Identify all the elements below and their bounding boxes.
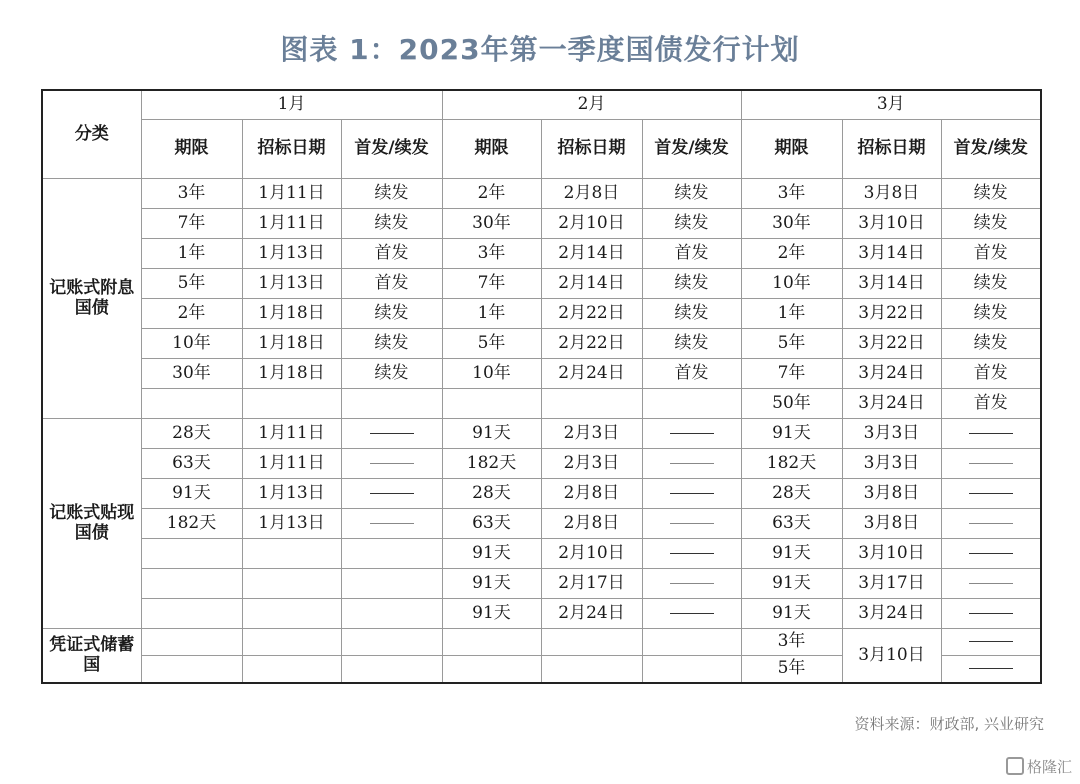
type-cell	[642, 539, 741, 569]
term-cell: 2年	[141, 299, 242, 329]
term-cell: 10年	[442, 359, 541, 389]
term-cell: 1年	[141, 239, 242, 269]
type-cell	[941, 539, 1041, 569]
dash-mark	[969, 641, 1013, 642]
type-cell	[941, 656, 1041, 684]
term-cell: 91天	[442, 419, 541, 449]
month-header: 2月	[442, 90, 741, 120]
type-cell	[941, 569, 1041, 599]
term-cell: 91天	[741, 599, 842, 629]
date-cell: 3月10日	[842, 629, 941, 684]
empty-cell	[642, 629, 741, 656]
term-cell	[141, 389, 242, 419]
dash-mark	[670, 433, 714, 434]
type-cell: 续发	[341, 179, 442, 209]
type-cell	[941, 419, 1041, 449]
empty-cell	[541, 629, 642, 656]
date-cell: 1月11日	[242, 449, 341, 479]
logo-text: 格隆汇	[1026, 758, 1072, 776]
type-cell	[341, 479, 442, 509]
date-cell: 2月14日	[541, 269, 642, 299]
term-cell: 63天	[741, 509, 842, 539]
term-cell: 91天	[741, 539, 842, 569]
term-cell: 182天	[141, 509, 242, 539]
type-cell	[341, 569, 442, 599]
term-cell: 91天	[442, 599, 541, 629]
table-row	[42, 299, 1041, 329]
date-cell: 2月24日	[541, 599, 642, 629]
table-row	[42, 569, 1041, 599]
empty-cell	[242, 656, 341, 684]
date-cell	[242, 569, 341, 599]
date-cell: 3月14日	[842, 269, 941, 299]
type-header: 首发/续发	[642, 120, 741, 179]
term-cell	[442, 389, 541, 419]
type-cell: 首发	[642, 359, 741, 389]
date-cell: 1月13日	[242, 509, 341, 539]
date-cell: 1月18日	[242, 359, 341, 389]
type-cell	[642, 449, 741, 479]
type-cell	[341, 509, 442, 539]
type-cell	[341, 419, 442, 449]
dash-mark	[969, 553, 1013, 554]
date-cell: 3月22日	[842, 329, 941, 359]
table-row	[42, 539, 1041, 569]
type-cell	[341, 449, 442, 479]
dash-mark	[670, 583, 714, 584]
type-cell	[941, 599, 1041, 629]
dash-mark	[370, 523, 414, 524]
term-cell: 91天	[741, 419, 842, 449]
date-cell: 2月3日	[541, 449, 642, 479]
table-row	[42, 629, 1041, 656]
term-cell: 3年	[442, 239, 541, 269]
type-cell: 首发	[341, 269, 442, 299]
category-label: 凭证式储蓄国	[42, 629, 141, 684]
date-cell	[541, 389, 642, 419]
type-cell	[642, 419, 741, 449]
type-cell	[341, 599, 442, 629]
category-header: 分类	[42, 90, 141, 179]
term-cell: 91天	[442, 539, 541, 569]
type-cell: 续发	[941, 329, 1041, 359]
term-cell	[141, 539, 242, 569]
term-cell: 50年	[741, 389, 842, 419]
dash-mark	[670, 463, 714, 464]
date-cell: 1月18日	[242, 299, 341, 329]
dash-mark	[670, 553, 714, 554]
date-cell: 3月22日	[842, 299, 941, 329]
type-cell	[341, 539, 442, 569]
type-cell	[941, 479, 1041, 509]
term-cell: 10年	[741, 269, 842, 299]
term-cell: 182天	[442, 449, 541, 479]
term-cell: 30年	[442, 209, 541, 239]
date-cell: 1月11日	[242, 419, 341, 449]
type-cell: 续发	[642, 269, 741, 299]
term-cell	[141, 569, 242, 599]
source-note: 资料来源：财政部, 兴业研究	[854, 715, 1044, 733]
date-cell: 3月17日	[842, 569, 941, 599]
header-row-columns	[42, 120, 1041, 179]
table-row	[42, 269, 1041, 299]
term-header: 期限	[442, 120, 541, 179]
date-cell	[242, 539, 341, 569]
type-cell: 续发	[941, 179, 1041, 209]
date-cell: 3月8日	[842, 479, 941, 509]
date-cell: 1月13日	[242, 239, 341, 269]
dash-mark	[969, 523, 1013, 524]
dash-mark	[670, 493, 714, 494]
type-cell	[941, 629, 1041, 656]
date-cell: 3月8日	[842, 179, 941, 209]
date-cell	[242, 599, 341, 629]
date-cell: 2月8日	[541, 509, 642, 539]
term-cell: 28天	[741, 479, 842, 509]
term-cell: 3年	[741, 179, 842, 209]
term-cell: 30年	[741, 209, 842, 239]
term-cell: 7年	[141, 209, 242, 239]
type-cell: 续发	[341, 359, 442, 389]
date-cell: 1月13日	[242, 269, 341, 299]
type-cell: 首发	[941, 239, 1041, 269]
table-row	[42, 389, 1041, 419]
date-header: 招标日期	[242, 120, 341, 179]
issuance-plan-table	[41, 89, 1042, 684]
table-row	[42, 209, 1041, 239]
date-cell: 2月10日	[541, 539, 642, 569]
type-cell: 首发	[941, 359, 1041, 389]
type-header: 首发/续发	[941, 120, 1041, 179]
date-cell: 1月18日	[242, 329, 341, 359]
empty-cell	[442, 629, 541, 656]
type-cell	[642, 389, 741, 419]
dash-mark	[969, 433, 1013, 434]
table-row	[42, 419, 1041, 449]
month-header: 3月	[741, 90, 1041, 120]
date-cell: 3月24日	[842, 359, 941, 389]
dash-mark	[370, 493, 414, 494]
month-header: 1月	[141, 90, 442, 120]
type-cell	[941, 509, 1041, 539]
dash-mark	[969, 463, 1013, 464]
empty-cell	[541, 656, 642, 684]
empty-cell	[242, 629, 341, 656]
term-cell: 7年	[442, 269, 541, 299]
term-cell: 3年	[741, 629, 842, 656]
term-cell: 5年	[741, 329, 842, 359]
term-header: 期限	[741, 120, 842, 179]
type-cell: 续发	[341, 329, 442, 359]
term-cell: 91天	[442, 569, 541, 599]
date-cell: 1月11日	[242, 209, 341, 239]
header-row-months	[42, 90, 1041, 120]
term-cell: 63天	[141, 449, 242, 479]
table-row	[42, 179, 1041, 209]
date-cell: 2月8日	[541, 179, 642, 209]
term-cell: 91天	[141, 479, 242, 509]
term-cell: 28天	[442, 479, 541, 509]
date-cell: 3月3日	[842, 449, 941, 479]
dash-mark	[969, 493, 1013, 494]
table-row	[42, 359, 1041, 389]
table-row	[42, 479, 1041, 509]
empty-cell	[442, 656, 541, 684]
empty-cell	[141, 656, 242, 684]
date-cell: 2月10日	[541, 209, 642, 239]
term-cell: 3年	[141, 179, 242, 209]
term-header: 期限	[141, 120, 242, 179]
table-row	[42, 449, 1041, 479]
term-cell: 5年	[741, 656, 842, 684]
table-row	[42, 239, 1041, 269]
term-cell: 1年	[741, 299, 842, 329]
table-row	[42, 329, 1041, 359]
type-cell: 续发	[941, 209, 1041, 239]
type-cell: 首发	[341, 239, 442, 269]
date-cell: 2月3日	[541, 419, 642, 449]
type-cell: 首发	[642, 239, 741, 269]
dash-mark	[670, 613, 714, 614]
term-cell: 5年	[442, 329, 541, 359]
date-cell: 3月10日	[842, 209, 941, 239]
watermark-logo	[1006, 756, 1072, 777]
date-cell: 1月13日	[242, 479, 341, 509]
type-cell	[642, 479, 741, 509]
term-cell: 2年	[741, 239, 842, 269]
empty-cell	[341, 656, 442, 684]
empty-cell	[341, 629, 442, 656]
type-cell: 续发	[642, 179, 741, 209]
empty-cell	[642, 656, 741, 684]
term-cell: 182天	[741, 449, 842, 479]
type-cell: 续发	[341, 299, 442, 329]
term-cell: 91天	[741, 569, 842, 599]
date-header: 招标日期	[842, 120, 941, 179]
term-cell	[141, 599, 242, 629]
term-cell: 2年	[442, 179, 541, 209]
date-cell: 2月8日	[541, 479, 642, 509]
dash-mark	[370, 433, 414, 434]
type-cell: 续发	[341, 209, 442, 239]
term-cell: 30年	[141, 359, 242, 389]
date-cell: 2月14日	[541, 239, 642, 269]
type-cell: 续发	[642, 329, 741, 359]
type-cell: 续发	[642, 209, 741, 239]
type-cell	[642, 599, 741, 629]
term-cell: 7年	[741, 359, 842, 389]
term-cell: 63天	[442, 509, 541, 539]
type-cell: 续发	[642, 299, 741, 329]
type-cell: 续发	[941, 269, 1041, 299]
type-header: 首发/续发	[341, 120, 442, 179]
type-cell	[941, 449, 1041, 479]
category-label: 记账式附息国债	[42, 179, 141, 419]
date-header: 招标日期	[541, 120, 642, 179]
dash-mark	[969, 613, 1013, 614]
table-row	[42, 599, 1041, 629]
category-label: 记账式贴现国债	[42, 419, 141, 629]
dash-mark	[670, 523, 714, 524]
date-cell: 2月17日	[541, 569, 642, 599]
type-cell: 首发	[941, 389, 1041, 419]
empty-cell	[141, 629, 242, 656]
term-cell: 5年	[141, 269, 242, 299]
date-cell: 3月3日	[842, 419, 941, 449]
date-cell: 2月22日	[541, 299, 642, 329]
table-row	[42, 509, 1041, 539]
date-cell: 3月10日	[842, 539, 941, 569]
type-cell: 续发	[941, 299, 1041, 329]
type-cell	[642, 509, 741, 539]
date-cell: 3月14日	[842, 239, 941, 269]
dash-mark	[969, 668, 1013, 669]
date-cell	[242, 389, 341, 419]
type-cell	[642, 569, 741, 599]
dash-mark	[969, 583, 1013, 584]
date-cell: 2月24日	[541, 359, 642, 389]
date-cell: 3月8日	[842, 509, 941, 539]
term-cell: 10年	[141, 329, 242, 359]
date-cell: 3月24日	[842, 599, 941, 629]
date-cell: 2月22日	[541, 329, 642, 359]
type-cell	[341, 389, 442, 419]
chart-title: 图表 1：2023年第一季度国债发行计划	[280, 33, 800, 66]
logo-icon	[1006, 757, 1024, 775]
dash-mark	[370, 463, 414, 464]
term-cell: 28天	[141, 419, 242, 449]
date-cell: 1月11日	[242, 179, 341, 209]
term-cell: 1年	[442, 299, 541, 329]
date-cell: 3月24日	[842, 389, 941, 419]
